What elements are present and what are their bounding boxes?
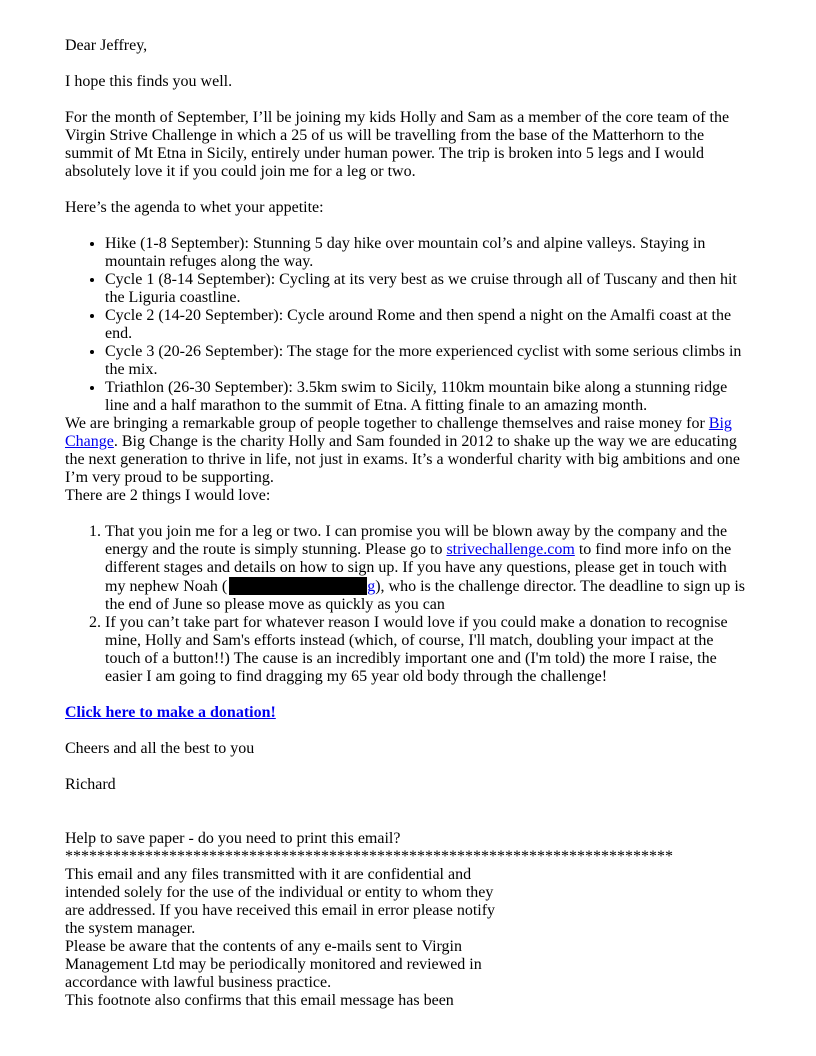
paragraph-big-change bbox=[65, 415, 751, 487]
intro-line: I hope this finds you well. bbox=[65, 73, 233, 90]
donation-link[interactable]: Click here to make a donation! bbox=[65, 704, 276, 721]
redacted-email-tail[interactable]: g bbox=[367, 578, 376, 595]
love-list bbox=[65, 523, 751, 686]
love-item-join-text-a: That you join me for a leg or two. I can promise you will be blown away by the company and the energy and the route is simply stunning. Please go to bbox=[105, 523, 728, 558]
love-item-donate: 2. If you can’t take part for whatever reason I would love if you could make a donation to recognise mine, Holly and Sam's efforts instead (which, of course, I'll match, doubling your impact at the touch of a button!!) The cause is an incredibly important one and (I'm told) the more I raise, the easier I am going to find dragging my 65 year old body through the challenge! bbox=[105, 614, 751, 686]
agenda-list bbox=[65, 235, 751, 415]
signoff: Cheers and all the best to you bbox=[65, 740, 255, 757]
agenda-intro: Here’s the agenda to whet your appetite: bbox=[65, 199, 324, 216]
greeting: Dear Jeffrey, bbox=[65, 37, 148, 54]
footer-line: intended solely for the use of the individual or entity to whom they bbox=[65, 884, 494, 901]
email-footer bbox=[65, 830, 673, 1010]
footer-line: the system manager. bbox=[65, 920, 196, 937]
agenda-item-cycle-2: • Cycle 2 (14-20 September): Cycle around Rome and then spend a night on the Amalfi coast at the end. bbox=[105, 307, 751, 343]
footer-divider: **************************************************************************** bbox=[65, 848, 673, 865]
footer-line: Management Ltd may be periodically monitored and reviewed in bbox=[65, 956, 482, 973]
footer-line: accordance with lawful business practice. bbox=[65, 974, 332, 991]
big-change-text-before: We are bringing a remarkable group of people together to challenge themselves and raise money for bbox=[65, 415, 709, 432]
agenda-item-cycle-3: • Cycle 3 (20-26 September): The stage for the more experienced cyclist with some serious climbs in the mix. bbox=[105, 343, 751, 379]
big-change-text-after: . Big Change is the charity Holly and Sam founded in 2012 to shake up the way we are educating the next generation to thrive in life, not just in exams. It’s a wonderful charity with big ambitions and one I’m very proud to be supporting. bbox=[65, 433, 740, 486]
footer-line: Please be aware that the contents of any e-mails sent to Virgin bbox=[65, 938, 462, 955]
redacted-email bbox=[229, 577, 367, 595]
love-item-join-text-c: ), who is the challenge director. The deadline to sign up is the end of June so please move as quickly as you can bbox=[105, 578, 746, 613]
love-item-join bbox=[105, 523, 751, 614]
agenda-item-cycle-1: • Cycle 1 (8-14 September): Cycling at its very best as we cruise through all of Tuscany and then hit the Liguria coastline. bbox=[105, 271, 751, 307]
footer-line: This email and any files transmitted with it are confidential and bbox=[65, 866, 472, 883]
agenda-item-hike: • Hike (1-8 September): Stunning 5 day hike over mountain col’s and alpine valleys. Staying in mountain refuges along the way. bbox=[105, 235, 751, 271]
paragraph-challenge: For the month of September, I’ll be joining my kids Holly and Sam as a member of the core team of the Virgin Strive Challenge in which a 25 of us will be travelling from the base of the Matterhorn to the summit of Mt Etna in Sicily, entirely under human power. The trip is broken into 5 legs and I would absolutely love it if you could join me for a leg or two. bbox=[65, 109, 730, 180]
signature: Richard bbox=[65, 776, 116, 793]
print-note: Help to save paper - do you need to print this email? bbox=[65, 830, 401, 847]
love-item-join-text-b: to find more info on the different stages and details on how to sign up. If you have any questions, please get in touch with my nephew Noah ( bbox=[105, 541, 732, 595]
footer-line: are addressed. If you have received this email in error please notify bbox=[65, 902, 496, 919]
love-intro: There are 2 things I would love: bbox=[65, 487, 271, 504]
donation-line bbox=[65, 704, 751, 722]
big-change-link[interactable]: Big Change bbox=[65, 415, 732, 450]
email-body bbox=[65, 37, 751, 1010]
footer-line: This footnote also confirms that this email message has been bbox=[65, 992, 454, 1009]
strive-challenge-link[interactable]: strivechallenge.com bbox=[446, 541, 575, 558]
agenda-item-triathlon: • Triathlon (26-30 September): 3.5km swim to Sicily, 110km mountain bike along a stunning ridge line and a half marathon to the summit of Etna. A fitting finale to an amazing month. bbox=[105, 379, 751, 415]
spacer bbox=[65, 794, 751, 830]
